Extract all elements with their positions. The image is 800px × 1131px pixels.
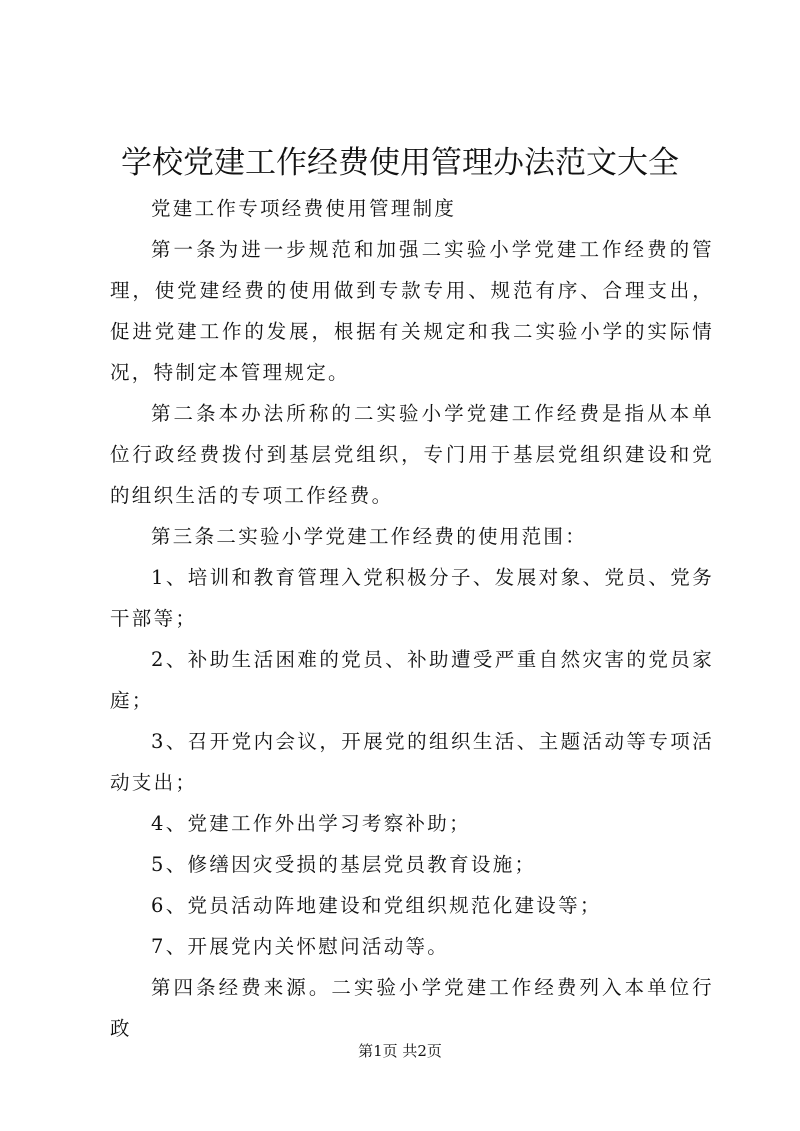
paragraph-12: 第四条经费来源。二实验小学党建工作经费列入本单位行政 <box>110 976 714 1040</box>
paragraph-8: 4、党建工作外出学习考察补助； <box>151 812 471 835</box>
paragraph-10: 6、党员活动阵地建设和党组织规范化建设等； <box>151 894 602 917</box>
paragraph-3: 第二条本办法所称的二实验小学党建工作经费是指从本单位行政经费拨付到基层党组织，专门用于基层党组织建设和党的组织生活的专项工作经费。 <box>110 402 714 507</box>
page-footer <box>0 1040 800 1062</box>
paragraph-2: 第一条为进一步规范和加强二实验小学党建工作经费的管理，使党建经费的使用做到专款专用、规范有序、合理支出，促进党建工作的发展，根据有关规定和我二实验小学的实际情况，特制定本管理规定。 <box>110 238 714 384</box>
page-number-text: 第1页 共2页 <box>358 1042 442 1060</box>
paragraph-1: 党建工作专项经费使用管理制度 <box>151 197 457 220</box>
document-title: 学校党建工作经费使用管理办法范文大全 <box>121 145 679 181</box>
paragraph-7: 3、召开党内会议，开展党的组织生活、主题活动等专项活动支出； <box>110 730 714 794</box>
paragraph-11: 7、开展党内关怀慰问活动等。 <box>151 935 450 958</box>
paragraph-4: 第三条二实验小学党建工作经费的使用范围： <box>151 525 588 548</box>
paragraph-9: 5、修缮因灾受损的基层党员教育设施； <box>151 853 537 876</box>
paragraph-6: 2、补助生活困难的党员、补助遭受严重自然灾害的党员家庭； <box>110 648 714 712</box>
paragraph-5: 1、培训和教育管理入党积极分子、发展对象、党员、党务干部等； <box>110 566 714 630</box>
document-body <box>110 188 714 1049</box>
